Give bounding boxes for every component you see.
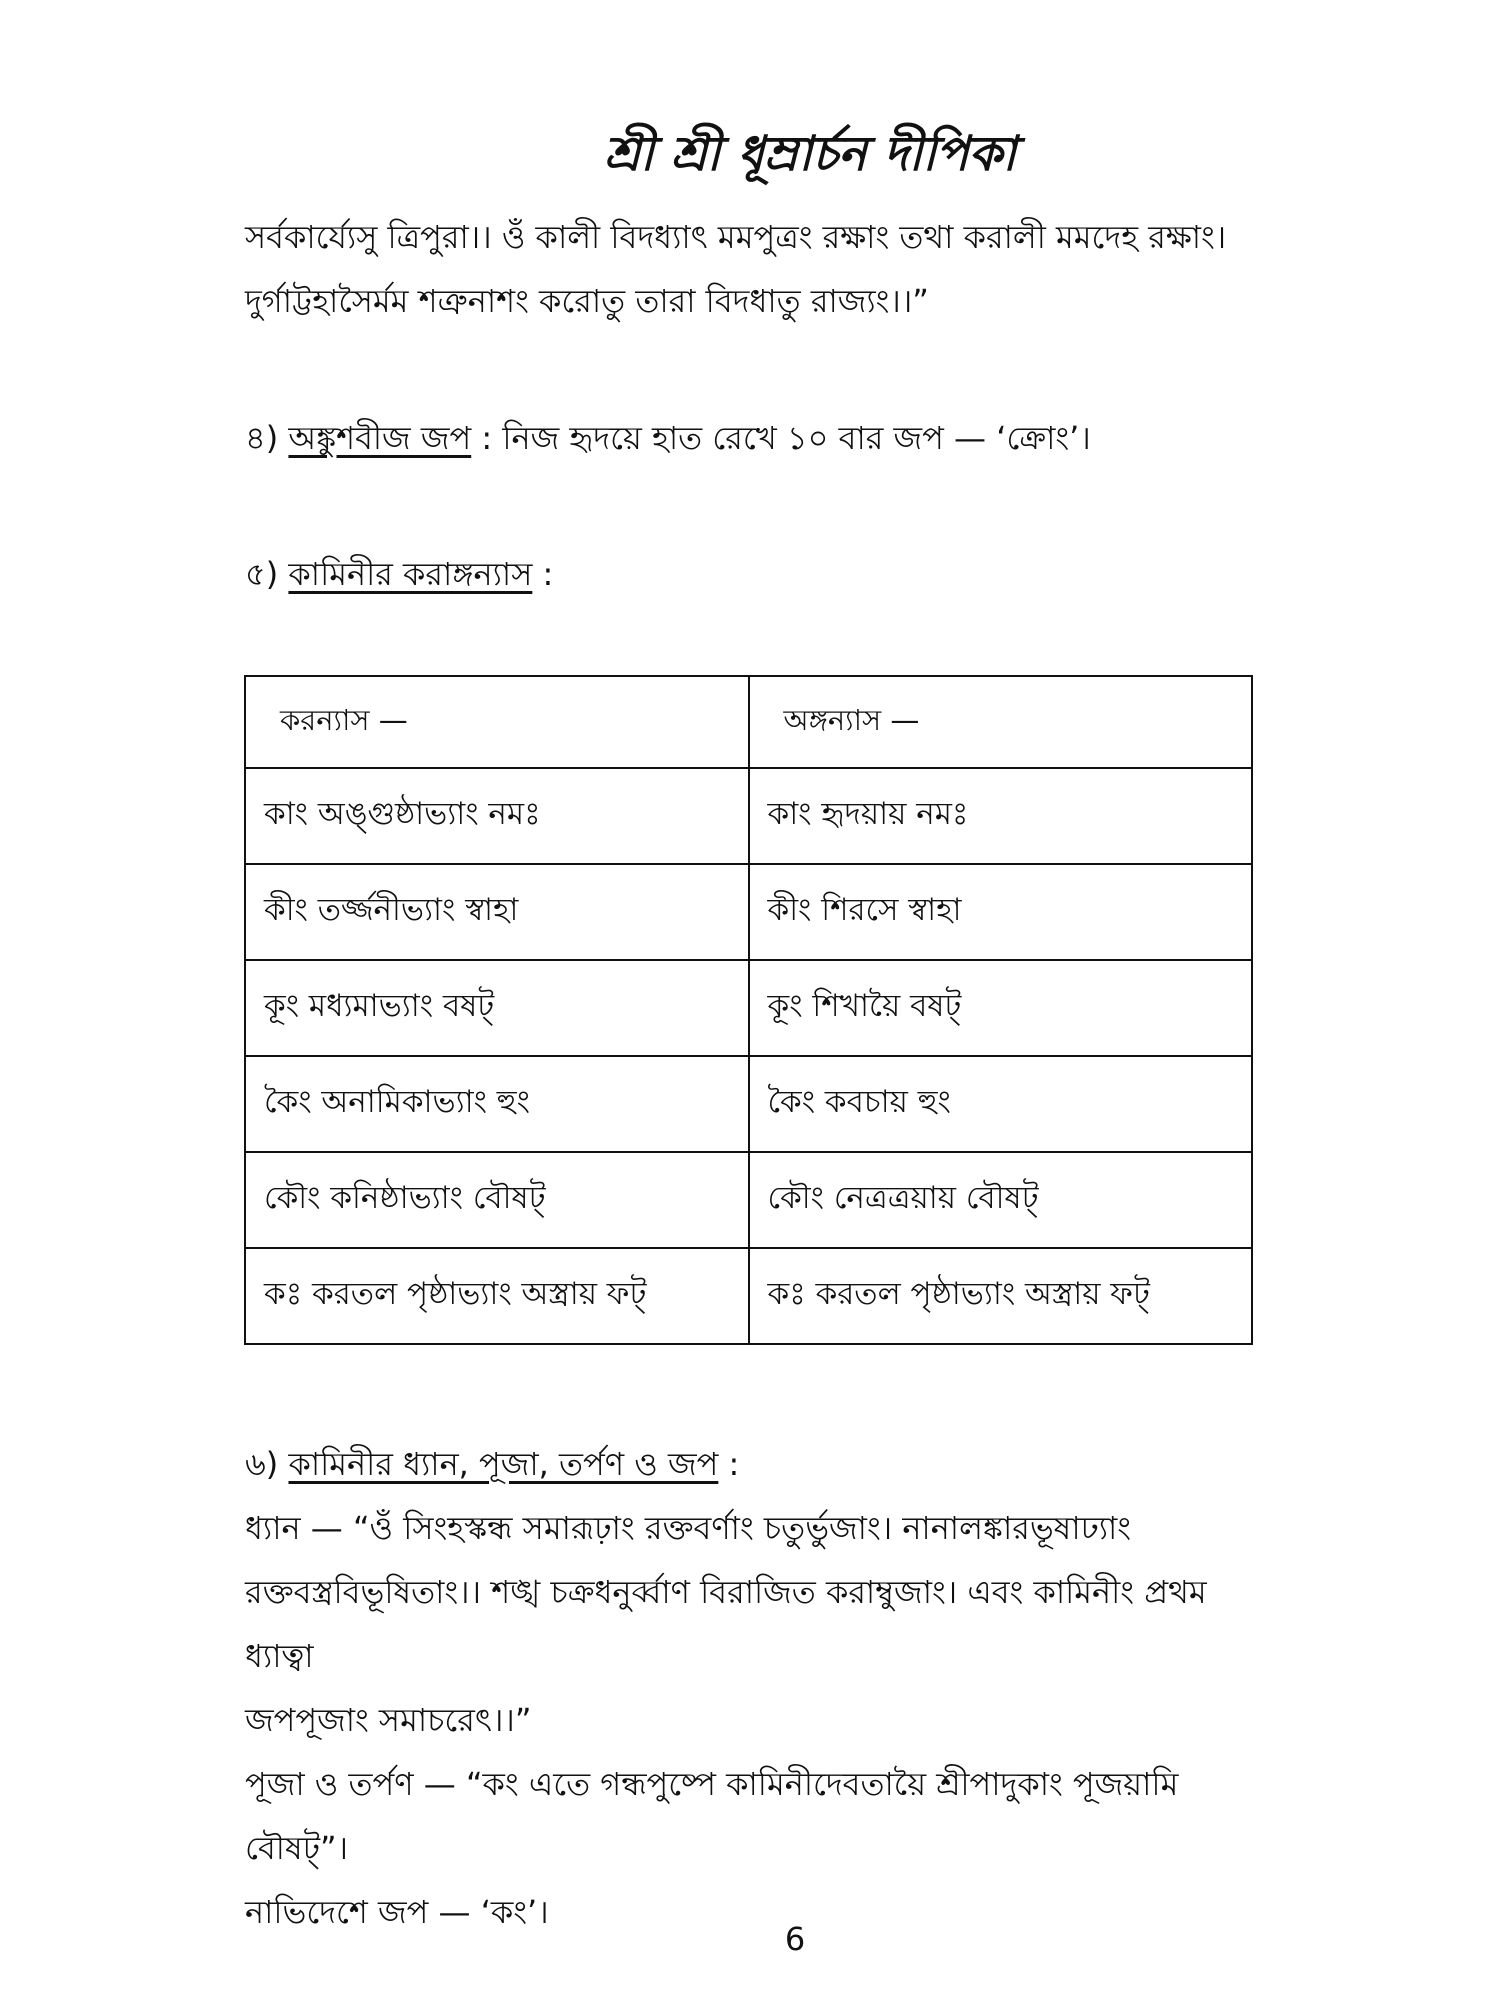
table-cell: কৈং কবচায় হুং bbox=[749, 1056, 1253, 1152]
karanganyas-table bbox=[244, 675, 1253, 1345]
table-row bbox=[245, 1248, 1252, 1344]
table-row bbox=[245, 768, 1252, 864]
section-6-heading-line bbox=[245, 1432, 1285, 1496]
table-cell: কৈং অনামিকাভ্যাং হুং bbox=[245, 1056, 749, 1152]
table-row bbox=[245, 960, 1252, 1056]
dhyan-line-1: ধ্যান — “ওঁ সিংহস্কন্ধ সমারূঢ়াং রক্তবর্ণাং চতুর্ভুজাং। নানালঙ্কারভূষাঢ্যাং bbox=[245, 1509, 1132, 1547]
table-cell: কাং হৃদয়ায় নমঃ bbox=[749, 768, 1253, 864]
table-cell: কঃ করতল পৃষ্ঠাভ্যাং অস্ত্রায় ফট্ bbox=[749, 1248, 1253, 1344]
dhyan-line-2: রক্তবস্ত্রবিভূষিতাং।। শঙ্খ চক্রধনুর্ব্বাণ বিরাজিত করাম্বুজাং। এবং কামিনীং প্রথম ধ্যাত্বা bbox=[245, 1573, 1207, 1675]
table-cell: কীং শিরসে স্বাহা bbox=[749, 864, 1253, 960]
table-cell: কৌং কনিষ্ঠাভ্যাং বৌষট্ bbox=[245, 1152, 749, 1248]
section-6-text: : bbox=[728, 1445, 740, 1483]
japa-line: নাভিদেশে জপ — ‘কং’। bbox=[245, 1893, 549, 1931]
table-header-row bbox=[245, 676, 1252, 768]
section-5-number: ৫) bbox=[245, 555, 279, 593]
puja-tarpan-line: পূজা ও তর্পণ — “কং এতে গন্ধপুষ্পে কামিনীদেবতায়ৈ শ্রীপাদুকাং পূজয়ামি বৌষট্”। bbox=[245, 1765, 1179, 1867]
intro-line-1: সর্বকার্য্যেসু ত্রিপুরা।। ওঁ কালী বিদধ্যাৎ মমপুত্রং রক্ষাং তথা করালী মমদেহ রক্ষাং। bbox=[245, 218, 1227, 256]
section-6 bbox=[245, 1432, 1285, 1944]
section-4-number: ৪) bbox=[245, 419, 279, 457]
table-cell: কূং শিখায়ৈ বষট্ bbox=[749, 960, 1253, 1056]
table-header-cell: করন্যাস — bbox=[245, 676, 749, 768]
section-6-number: ৬) bbox=[245, 1445, 279, 1483]
table-row bbox=[245, 1056, 1252, 1152]
section-4-heading: অঙ্কুশবীজ জপ bbox=[288, 419, 472, 457]
section-6-heading: কামিনীর ধ্যান, পূজা, তর্পণ ও জপ bbox=[288, 1445, 719, 1483]
table-cell: কাং অঙ্গুষ্ঠাভ্যাং নমঃ bbox=[245, 768, 749, 864]
dhyan-line-3: জপপূজাং সমাচরেৎ।।” bbox=[245, 1701, 532, 1739]
section-5 bbox=[245, 542, 1285, 606]
table-cell: কীং তর্জ্জনীভ্যাং স্বাহা bbox=[245, 864, 749, 960]
section-4-text: : নিজ হৃদয়ে হাত রেখে ১০ বার জপ — ‘ক্রোং’। bbox=[481, 419, 1091, 457]
table-row bbox=[245, 1152, 1252, 1248]
page-title: শ্রী শ্রী ধূম্রার্চন দীপিকা bbox=[603, 126, 1017, 182]
page-number: 6 bbox=[784, 1920, 806, 1958]
table-cell: কূং মধ্যমাভ্যাং বষট্ bbox=[245, 960, 749, 1056]
table-row bbox=[245, 864, 1252, 960]
intro-paragraph bbox=[245, 205, 1285, 333]
intro-line-2: দুর্গাট্টহাসৈর্মম শত্রুনাশং করোতু তারা বিদধাতু রাজ্যং।।” bbox=[245, 282, 929, 320]
section-5-text: : bbox=[542, 555, 554, 593]
section-4 bbox=[245, 406, 1285, 470]
section-5-heading: কামিনীর করাঙ্গন্যাস bbox=[288, 555, 533, 593]
table-cell: কৌং নেত্রত্রয়ায় বৌষট্ bbox=[749, 1152, 1253, 1248]
table-header-cell: অঙ্গন্যাস — bbox=[749, 676, 1253, 768]
table-cell: কঃ করতল পৃষ্ঠাভ্যাং অস্ত্রায় ফট্ bbox=[245, 1248, 749, 1344]
